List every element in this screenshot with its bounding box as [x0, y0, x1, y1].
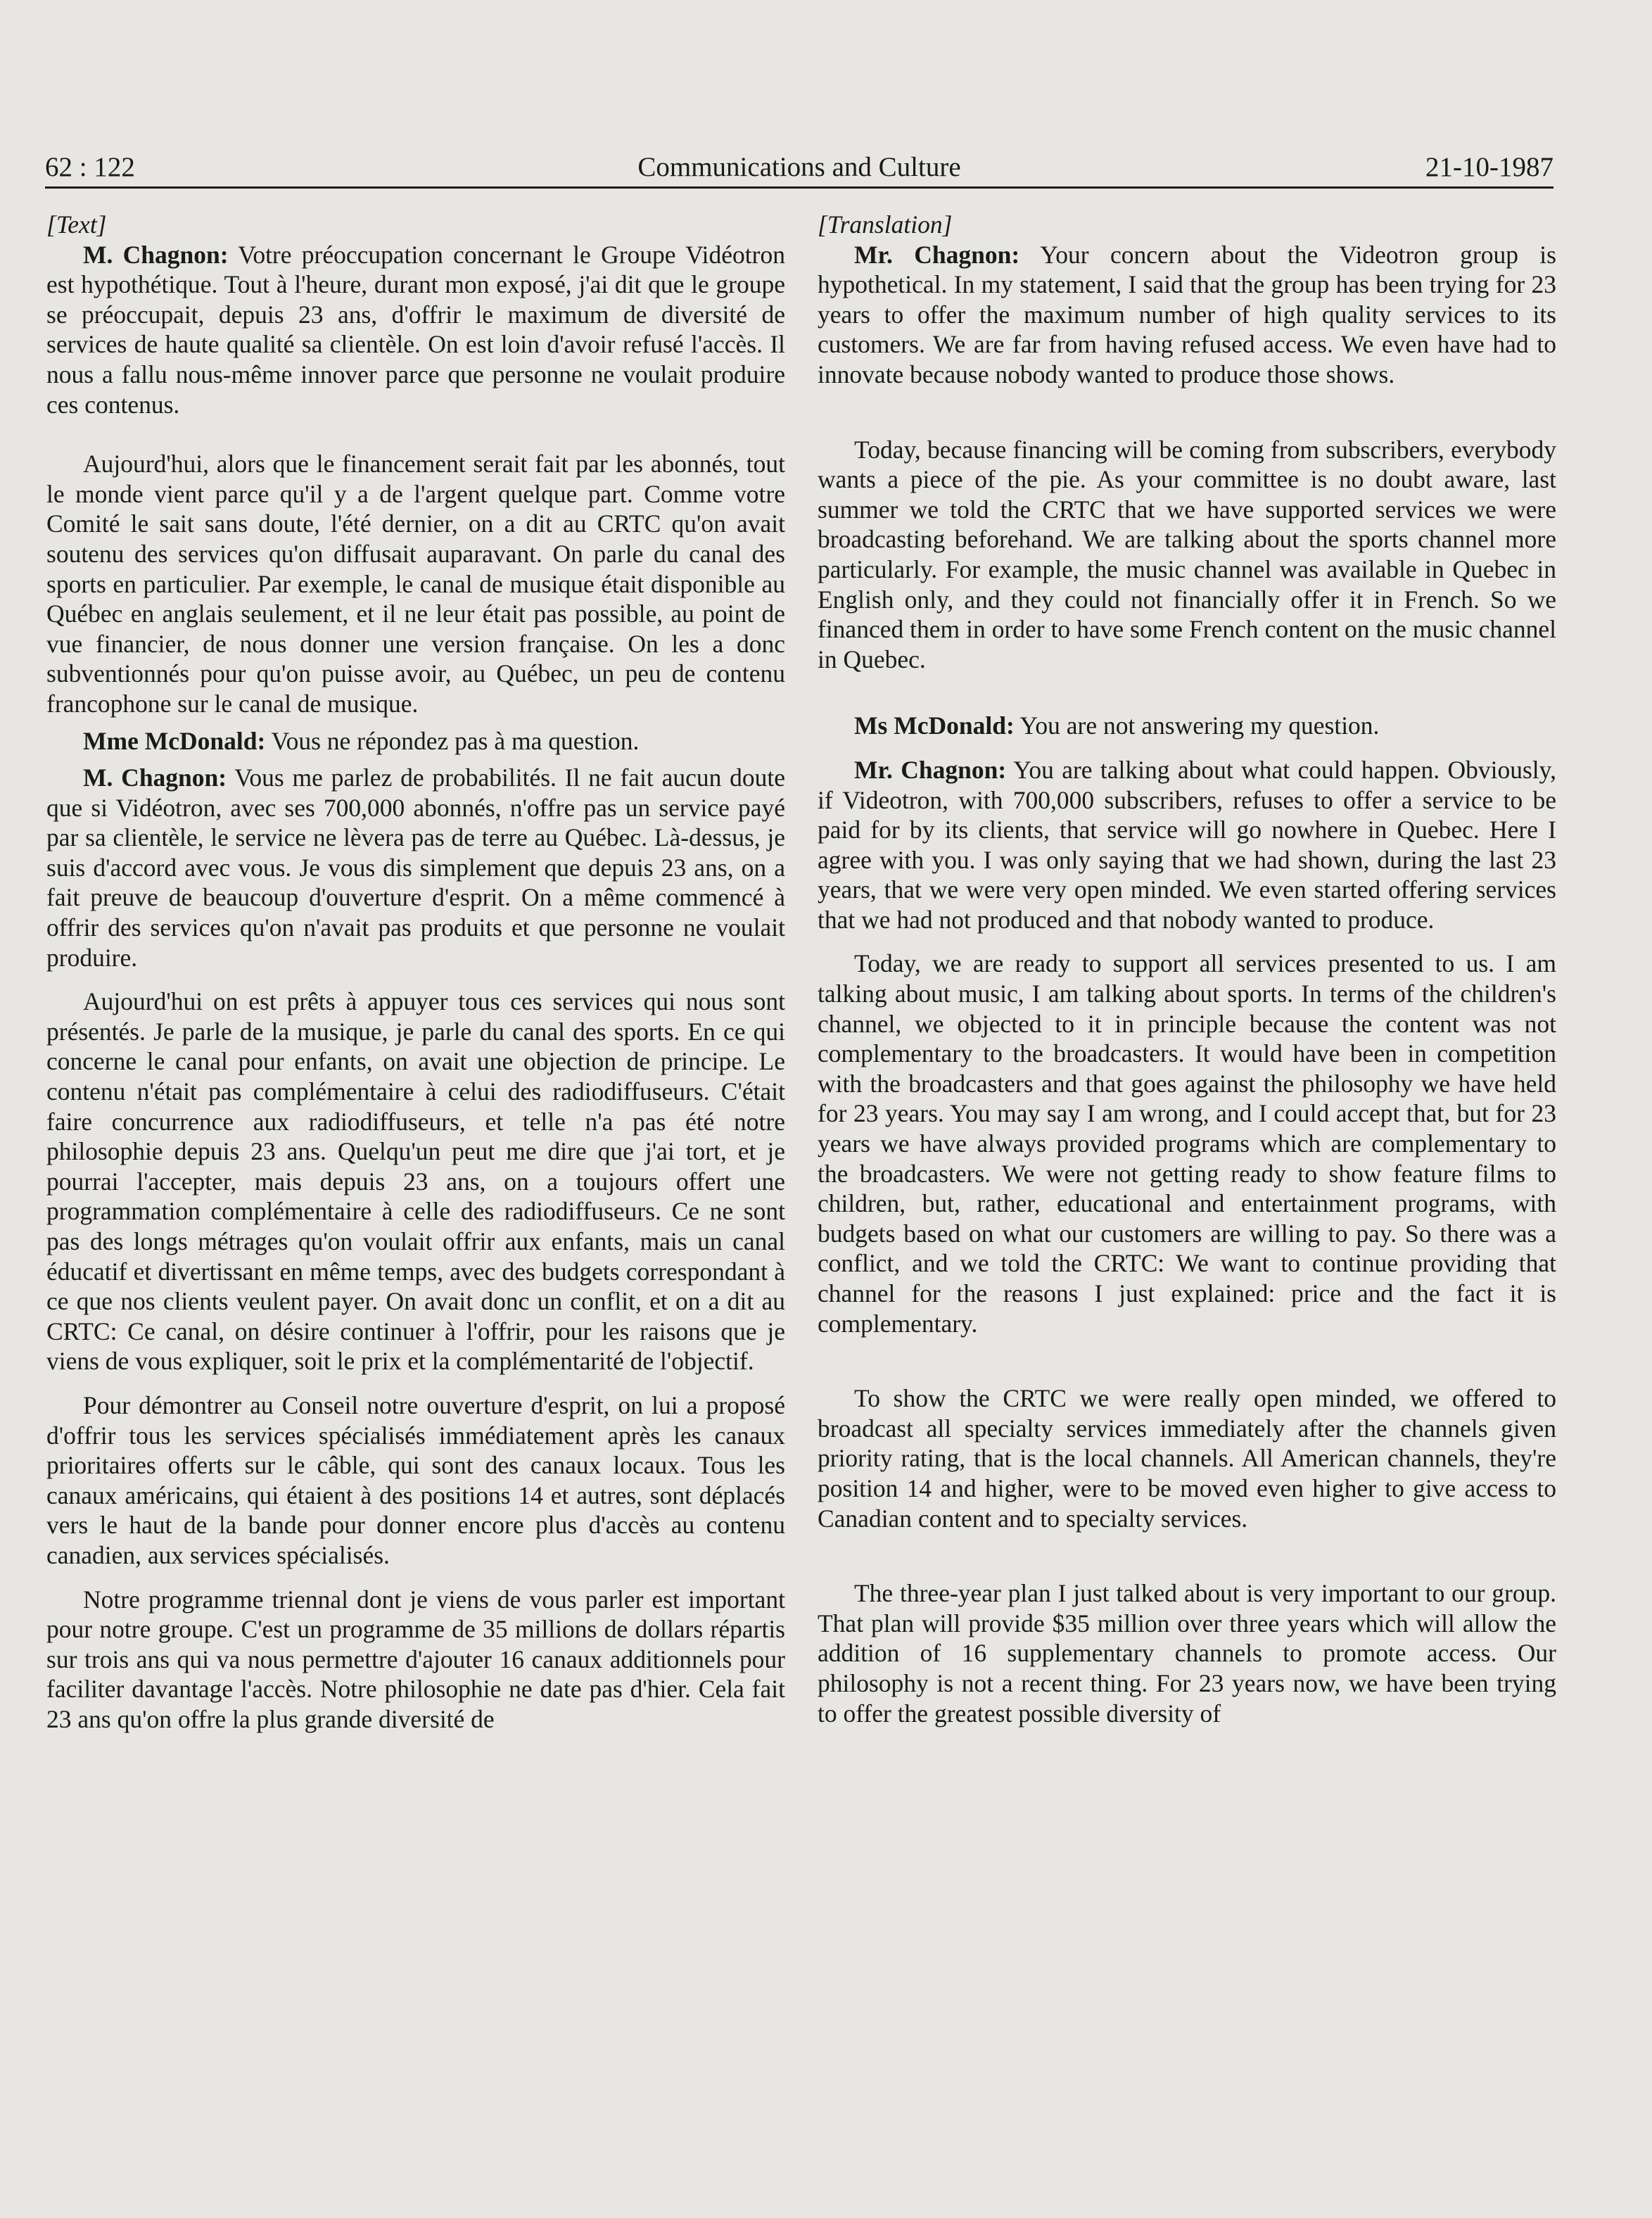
paragraph: Today, because financing will be coming from subscribers, everybody wants a piece of the pie. As your committee is no doubt aware, last summer we told the CRTC that we have supported services we were broadcasting beforehand. We are talking about the sports channel more particularly. For example, the music channel was available in Quebec in English only, and they could not financially offer it in French. So we financed them in order to have some French content on the music channel in Quebec. [818, 435, 1556, 673]
paragraph: To show the CRTC we were really open minded, we offered to broadcast all specialty services immediately after the channels given priority rating, that is the local channels. All American channels, they're position 14 and higher, were to be moved even higher to give access to Canadian content and to specialty services. [818, 1384, 1556, 1533]
paragraph [46, 726, 785, 756]
speaker-label: Mr. Chagnon: [854, 755, 1007, 784]
paragraph-text: Vous me parlez de probabilités. Il ne fait aucun doute que si Vidéotron, avec ses 700,000 abonnés, n'offre pas un service payé par sa clientèle, le service ne lèvera pas de terre au Québec. Là-dessus, je suis d'accord avec vous. Je vous dis simplement que depuis 23 ans, on a fait preuve de beaucoup d'ouverture d'esprit. On a même commencé à offrir des services qu'on n'avait pas produits et que personne ne voulait produire. [46, 763, 786, 972]
paragraph: Today, we are ready to support all services presented to us. I am talking about music, I am talking about sports. In terms of the children's channel, we objected to it in principle because the content was not complementary to the broadcasters. It would have been in competition with the broadcasters and that goes against the philosophy we have held for 23 years. You may say I am wrong, and I could accept that, but for 23 years we have always provided programs which are complementary to the broadcasters. We were not getting ready to show feature films to children, but, rather, educational and entertainment programs, with budgets based on what our customers are willing to pay. So there was a conflict, and we told the CRTC: We want to continue providing that channel for the reasons I just explained: price and the fact it is complementary. [818, 949, 1556, 1338]
running-header [45, 149, 1553, 186]
paragraph-text: Vous ne répondez pas à ma question. [265, 726, 640, 755]
speaker-label: Mme McDonald: [83, 726, 266, 755]
speaker-label: Ms McDonald: [854, 711, 1015, 740]
paragraph: Aujourd'hui on est prêts à appuyer tous ces services qui nous sont présentés. Je parle de la musique, je parle du canal des sports. En ce qui concerne le canal pour enfants, on avait une objection de principe. Le contenu n'était pas complémentaire à celui des radiodiffuseurs. C'était faire concurrence aux radiodiffuseurs, et telle n'a pas été notre philosophie depuis 23 ans. Quelqu'un peut me dire que j'ai tort, et je pourrai l'accepter, mais depuis 23 ans, on a toujours offert une programmation complémentaire à celle des radiodiffuseurs. Ce ne sont pas des longs métrages qu'on voulait offrir aux enfants, mais un canal éducatif et divertissant en même temps, avec des budgets correspondant à ce que nos clients veulent payer. On avait donc un conflit, et on a dit au CRTC: Ce canal, on désire continuer à l'offrir, pour les raisons que je viens de vous expliquer, soit le prix et la complémentarité de l'objectif. [46, 987, 785, 1376]
paragraph [818, 711, 1556, 741]
translation-marker: [Translation] [818, 210, 953, 239]
paragraph: The three-year plan I just talked about is very important to our group. That plan will provide $35 million over three years which will allow the addition of 16 supplementary channels to promote access. Our philosophy is not a recent thing. For 23 years now, we have been trying to offer the greatest possible diversity of [818, 1579, 1556, 1728]
paragraph: Aujourd'hui, alors que le financement serait fait par les abonnés, tout le monde vient parce qu'il y a de l'argent quelque part. Comme votre Comité le sait sans doute, l'été dernier, on a dit au CRTC qu'on avait soutenu des services qu'on diffusait auparavant. On parle du canal des sports en particulier. Par exemple, le canal de musique était disponible au Québec en anglais seulement, et il ne leur était pas possible, au point de vue financier, de nous donner une version française. On les a donc subventionnés pour qu'on puisse avoir, au Québec, un peu de contenu francophone sur le canal de musique. [46, 450, 785, 718]
paragraph: Notre programme triennal dont je viens de vous parler est important pour notre groupe. C'est un programme de 35 millions de dollars répartis sur trois ans qui va nous permettre d'ajouter 16 canaux additionnels pour faciliter davantage l'accès. Notre philosophie ne date pas d'hier. Cela fait 23 ans qu'on offre la plus grande diversité de [46, 1585, 785, 1733]
speaker-label: Mr. Chagnon: [854, 240, 1020, 269]
committee-title: Communications and Culture [637, 152, 961, 182]
paragraph-text: You are not answering my question. [1014, 711, 1380, 740]
paragraph-text: Votre préoccupation concernant le Groupe Vidéotron est hypothétique. Tout à l'heure, durant mon exposé, j'ai dit que le groupe se préoccupait, depuis 23 ans, d'offrir le maximum de diversité de services de haute qualité sa clientèle. On est loin d'avoir refusé l'accès. Il nous a fallu nous-même innover parce que personne ne voulait produire ces contenus. [46, 240, 785, 419]
paragraph [818, 755, 1556, 935]
paragraph [818, 240, 1556, 390]
text-marker: [Text] [46, 210, 107, 239]
paragraph [46, 763, 785, 972]
paragraph [46, 240, 785, 420]
header-rule [45, 186, 1553, 189]
english-column [818, 210, 1556, 1728]
paragraph: Pour démontrer au Conseil notre ouverture d'esprit, on lui a proposé d'offrir tous les services spécialisés immédiatement après les canaux prioritaires offerts sur le câble, qui sont des canaux locaux. Tous les canaux américains, qui étaient à des positions 14 et autres, sont déplacés vers le haut de la bande pour donner encore plus d'accès au contenu canadien, aux services spécialisés. [46, 1390, 785, 1569]
french-column [46, 210, 785, 1735]
paragraph-text: You are talking about what could happen. Obviously, if Videotron, with 700,000 subscribers, refuses to offer a service to be paid for by its clients, that service will go nowhere in Quebec. Here I agree with you. I was only saying that we had shown, during the last 23 years, that we were very open minded. We even started offering services that we had not produced and that nobody wanted to produce. [818, 755, 1556, 934]
paragraph-text: Your concern about the Videotron group is hypothetical. In my statement, I said that the group has been trying for 23 years to offer the maximum number of high quality services to its customers. We are far from having refused access. We even have had to innovate because nobody wanted to produce those shows. [818, 240, 1556, 388]
page-number: 62 : 122 [45, 152, 135, 182]
header-date: 21-10-1987 [1425, 152, 1553, 182]
speaker-label: M. Chagnon: [83, 763, 227, 792]
speaker-label: M. Chagnon: [83, 240, 229, 269]
